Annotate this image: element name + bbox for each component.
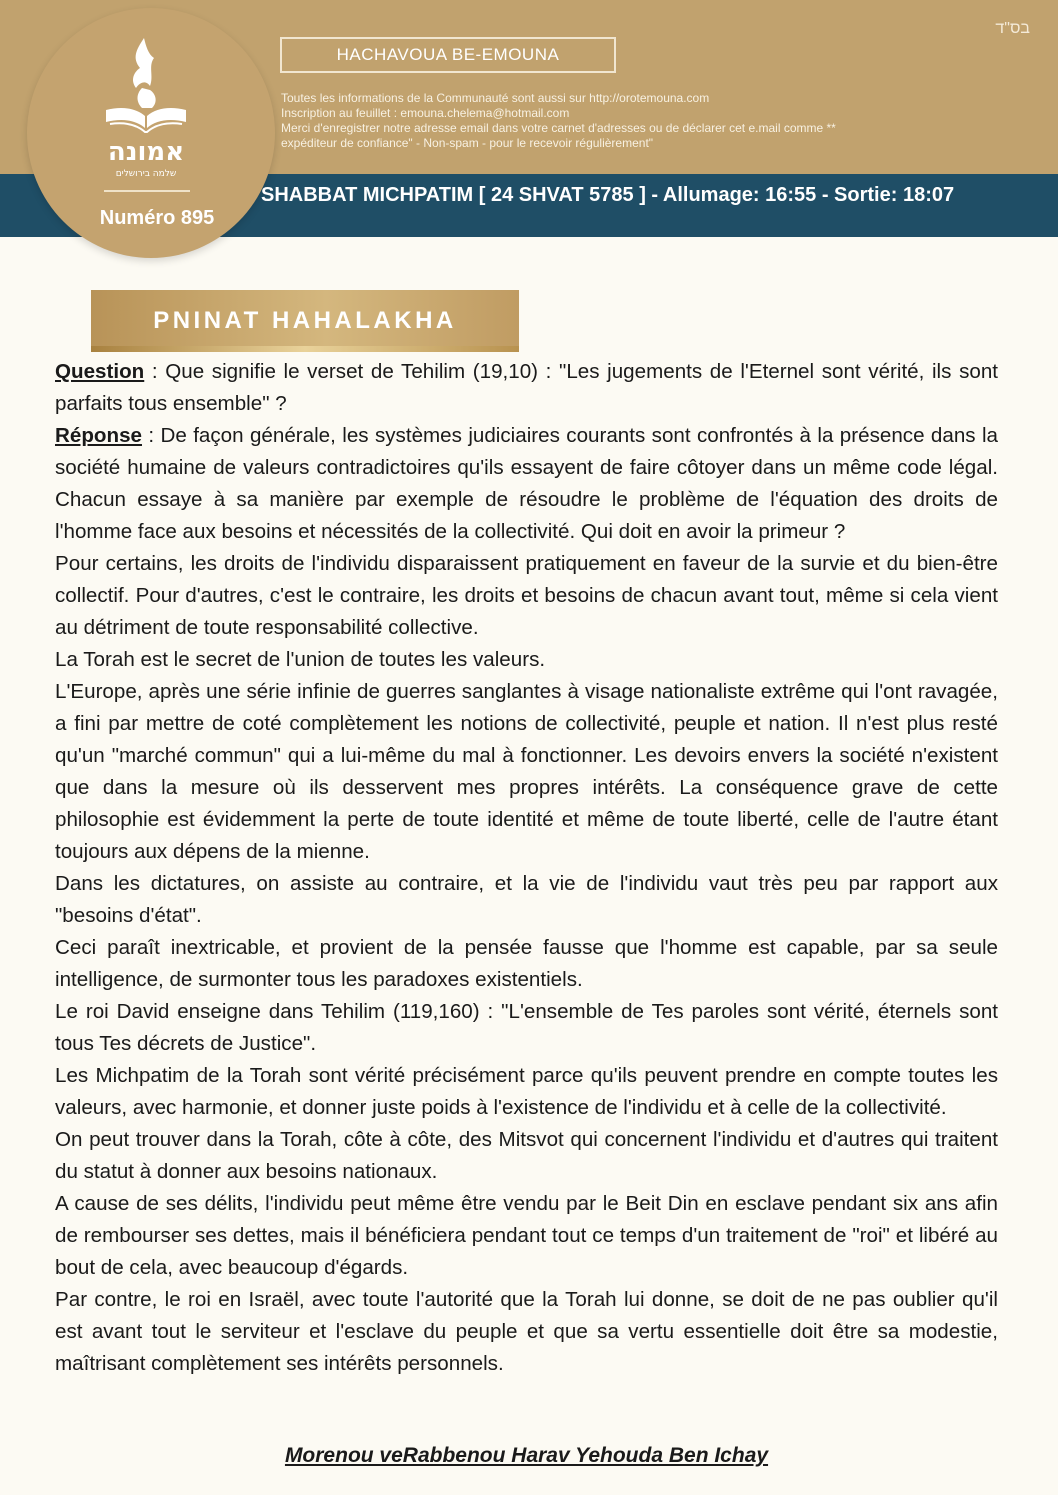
newsletter-title: HACHAVOUA BE-EMOUNA	[280, 37, 616, 73]
logo-divider	[104, 190, 190, 192]
info-line: expéditeur de confiance" - Non-spam - pour le recevoir régulièrement"	[281, 136, 654, 150]
paragraph: Le roi David enseigne dans Tehilim (119,160) : "L'ensemble de Tes paroles sont vérité, éternels sont tous Tes décrets de Justice".	[55, 1000, 998, 1055]
info-line: Toutes les informations de la Communauté sont aussi sur http://orotemouna.com	[281, 91, 710, 105]
paragraph: Pour certains, les droits de l'individu disparaissent pratiquement en faveur de la survie et du bien-être collectif. Pour d'autres, c'est le contraire, les droits et besoins de chacun avant tout, même si cela vient au détriment de toute responsabilité collective.	[55, 552, 998, 639]
emouna-logo	[96, 36, 196, 186]
info-block	[281, 91, 941, 151]
logo-subtext: שלמה בירושלים	[115, 169, 177, 179]
paragraph: On peut trouver dans la Torah, côte à côte, des Mitsvot qui concernent l'individu et d'autres qui traitent du statut à donner aux besoins nationaux.	[55, 1128, 998, 1183]
info-line: Merci d'enregistrer notre adresse email dans votre carnet d'adresses ou de déclarer cet e.mail comme **	[281, 121, 836, 135]
paragraph: L'Europe, après une série infinie de guerres sanglantes à visage nationaliste extrême qui l'ont ravagée, a fini par mettre de coté complètement les notions de collectivité, peuple et nation. Il n'est plus resté qu'un "marché commun" qui a lui-même du mal à fonctionner. Les devoirs envers la société n'existent que dans la mesure où ils desservent mes propres intérêts. La conséquence grave de cette philosophie est évidemment la perte de toute identité et même de toute liberté, celle de l'autre étant toujours aux dépens de la mienne.	[55, 680, 998, 863]
answer-text: : De façon générale, les systèmes judiciaires courants sont confrontés à la présence dans la société humaine de valeurs contradictoires qu'ils essayent de faire côtoyer dans un même code légal. Chacun essaye à sa manière par exemple de résoudre le problème de l'équation des droits de l'homme face aux besoins et nécessités de la collectivité. Qui doit en avoir la primeur ?	[55, 424, 998, 543]
question-paragraph	[55, 356, 998, 420]
paragraph: Les Michpatim de la Torah sont vérité précisément parce qu'ils peuvent prendre en compte toutes les valeurs, avec harmonie, et donner juste poids à l'existence de l'individu et à celle de la collectivité.	[55, 1064, 998, 1119]
paragraph: A cause de ses délits, l'individu peut même être vendu par le Beit Din en esclave pendant six ans afin de rembourser ses dettes, mais il bénéficiera pendant tout ce temps d'un traitement de "roi" et libéré au bout de cela, avec beaucoup d'égards.	[55, 1192, 998, 1279]
section-title: PNINAT HAHALAKHA	[91, 290, 519, 352]
question-label: Question	[55, 360, 145, 383]
signature: Morenou veRabbenou Harav Yehouda Ben Ichay	[284, 1444, 769, 1467]
shabbat-times: SHABBAT MICHPATIM [ 24 SHVAT 5785 ] - Allumage: 16:55 - Sortie: 18:07	[261, 184, 955, 206]
bsd-mark: בס"ד	[995, 20, 1030, 37]
answer-paragraph	[55, 420, 998, 548]
article-body	[55, 356, 998, 1380]
info-line: Inscription au feuillet : emouna.chelema@hotmail.com	[281, 106, 570, 120]
question-text: : Que signifie le verset de Tehilim (19,10) : "Les jugements de l'Eternel sont vérité, ils sont parfaits tous ensemble" ?	[55, 360, 998, 415]
answer-label: Réponse	[55, 424, 142, 447]
issue-number: Numéro 895	[99, 207, 215, 229]
paragraph: Ceci paraît inextricable, et provient de la pensée fausse que l'homme est capable, par sa seule intelligence, de surmonter tous les paradoxes existentiels.	[55, 936, 998, 991]
paragraph: Par contre, le roi en Israël, avec toute l'autorité que la Torah lui donne, se doit de ne pas oublier qu'il est avant tout le serviteur et l'esclave du peuple et que sa vertu essentielle doit être sa modestie, maîtrisant complètement ses intérêts personnels.	[55, 1288, 998, 1375]
paragraph: Dans les dictatures, on assiste au contraire, et la vie de l'individu vaut très peu par rapport aux "besoins d'état".	[55, 872, 998, 927]
paragraph: La Torah est le secret de l'union de toutes les valeurs.	[55, 648, 546, 671]
logo-text: אמונה	[107, 137, 185, 167]
